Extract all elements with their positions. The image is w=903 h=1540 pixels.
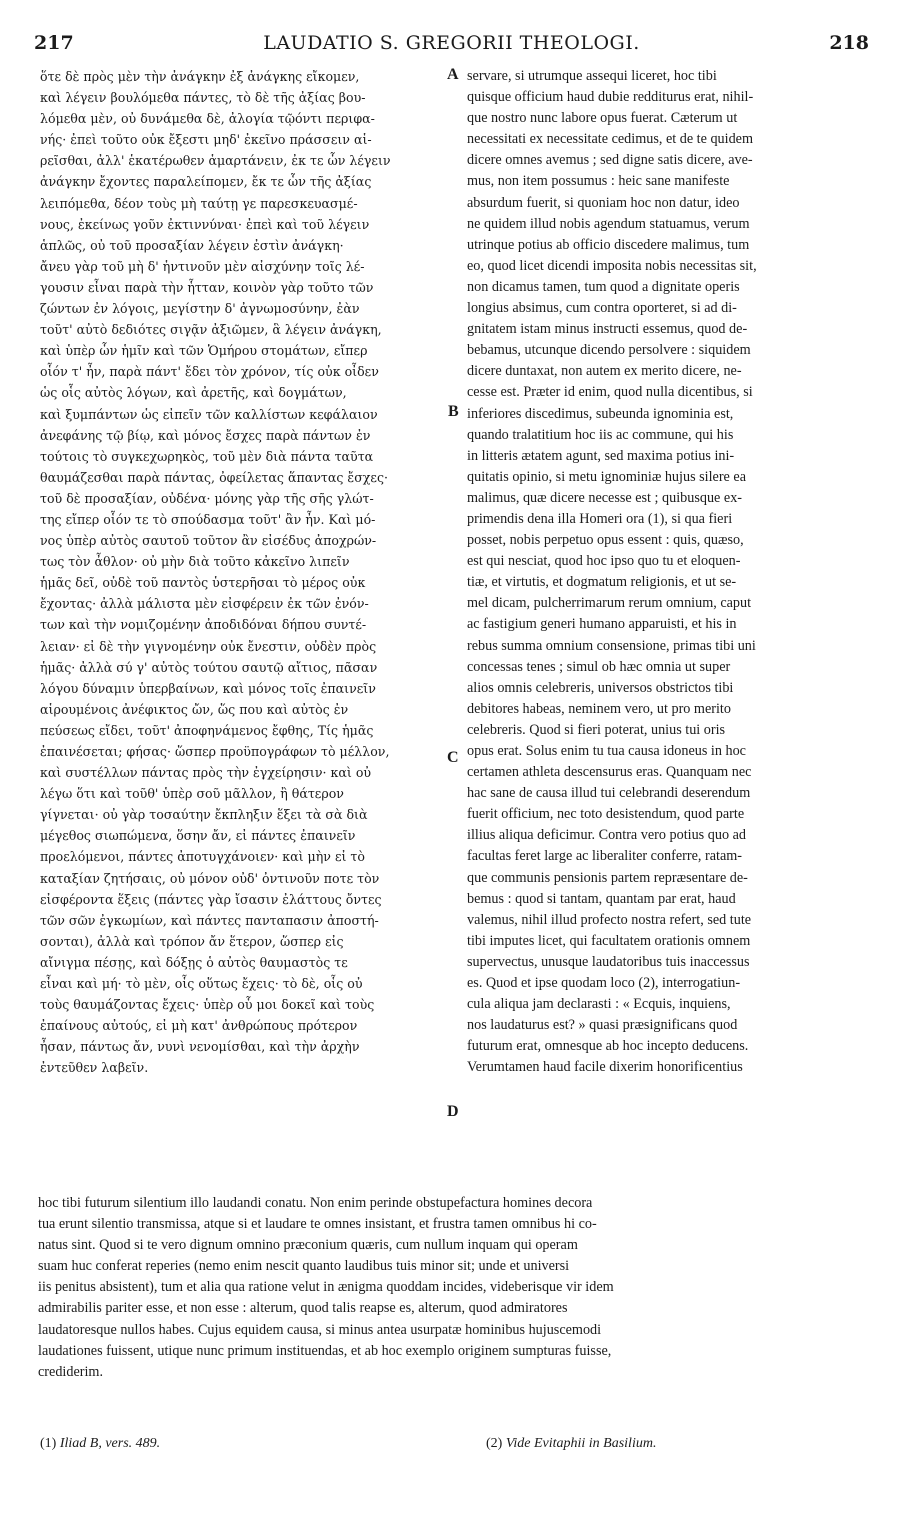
greek-text-line: καὶ συστέλλων πάντας πρὸς τὴν ἐγχείρησιν· καὶ οὐ [40,765,372,781]
full-width-text-line: hoc tibi futurum silentium illo laudandi conatu. Non enim perinde obstupefactura homines decora [38,1195,593,1211]
latin-text-line: cesse est. Præter id enim, quod nulla dicentibus, si [467,384,753,401]
greek-text-line: ἔχοντας· ἀλλὰ μάλιστα μὲν εἰσφέρειν ἐκ τῶν ἐνόν- [40,596,369,612]
latin-text-line: primendis dena illa Homeri ora (1), si qua fieri [467,510,733,527]
latin-text-line: non dicamus tamen, tum quod a dignitate operis [467,278,740,295]
greek-text-line: ὡς οἷς αὐτὸς λόγων, καὶ ἀρετῆς, καὶ δογμάτων, [40,385,347,401]
greek-text-line: εἶναι καὶ μή· τὸ μὲν, οἷς οὕτως ἔχεις· τὸ δὲ, οἷς οὐ [40,976,363,992]
greek-text-line: νής· ἐπεὶ τοῦτο οὐκ ἔξεστι μηδ' ἐκεῖνο πράσσειν αἱ- [40,132,372,148]
greek-text-line: τοῦτ' αὐτὸ δεδιότες σιγᾷν ἀξιῶμεν, ἃ λέγειν ἀνάγκη, [40,322,382,338]
latin-text-line: celebreris. Quod si fieri poterat, unius tui oris [467,721,726,738]
footnote-1-number: (1) [40,1436,57,1451]
page-header [34,32,869,62]
greek-text-line: νος ὑπὲρ αὐτὸς σαυτοῦ τοῦτον ἂν εἰσέδυς ἀποχρών- [40,533,377,549]
greek-text-line: καὶ ξυμπάντων ὡς εἰπεῖν τῶν καλλίστων κεφάλαιον [40,406,378,422]
latin-text-line: facultas feret large ac liberaliter conferre, ratam- [467,848,743,865]
latin-text-column [467,66,865,1079]
footnote-1-text: Iliad B, vers. 489. [59,1436,161,1451]
latin-text-line: malimus, quæ dicere necesse est ; quibusque ex- [467,489,743,506]
latin-text-line: hac sane de causa illud tui celebrandi deserendum [467,785,751,802]
latin-text-line: necessitati ex necessitate cedimus, et de te quidem [467,131,754,148]
latin-text-line: ne quidem illud nobis agendum statuamus, verum [467,215,750,232]
margin-letter-c: C [447,749,459,766]
latin-text-line: bebamus, utcunque dicendo persolvere : siquidem [467,342,751,359]
greek-text-line: εἰσφέροντα ἕξεις (πάντες γὰρ ἴσασιν ἐλάττους ὄντες [40,891,382,907]
greek-text-line: τούτοις τὸ συγκεχωρηκὸς, τοῦ μὲν διὰ πάντα ταῦτα [40,448,374,464]
footnote-2-number: (2) [486,1436,503,1451]
greek-text-line: τοῦ δὲ προσαξίαν, οὐδένα· μόνης γὰρ τῆς σῆς γλώτ- [40,490,374,506]
margin-letter-b: B [448,403,459,420]
greek-text-line: ἡμᾶς δεῖ, οὐδὲ τοῦ παντὸς ὑστερῆσαι τὸ μέρος οὐκ [40,575,366,591]
page-number-right: 218 [829,32,869,54]
footnote-2-text: Vide Evitaphii in Basilium. [505,1436,657,1451]
latin-text-line: ac fastigium generi humano apparuisti, et his in [467,616,737,633]
full-width-text-line: suam huc conferat reperies (nemo enim nescit quanto laudibus tuis minor sit; unde et universi [38,1258,570,1275]
latin-text-line: bemus : quod si tantam, quantam par erat, haud [467,890,736,907]
running-title: LAUDATIO S. GREGORII THEOLOGI. [263,32,640,54]
latin-text-line: que nostro nunc labore opus fuerat. Cæterum ut [467,110,738,127]
greek-text-line: ἦσαν, πάντως ἄν, νυνὶ νενομίσθαι, καὶ τὴν ἀρχὴν [40,1039,360,1055]
latin-text-line: quisque officium haud dubie redditurus erat, nihil- [467,89,754,106]
latin-text-line: quitatis opinio, si metu ignominiæ hujus silere ea [467,468,746,485]
greek-text-line: ζώντων ἐν λόγοις, μεγίστην δ' ἀγνωμοσύνην, ἐὰν [40,301,360,317]
greek-text-line: ἁπλῶς, οὐ τοῦ προσαξίαν λέγειν ἐστὶν ἀνάγκη· [40,237,344,253]
latin-text-line: dicere omnes avemus ; sed digne satis dicere, ave- [467,152,753,169]
greek-text-line: ἀνεφάνης τῷ βίῳ, καὶ μόνος ἔσχες παρὰ πάντων ἐν [40,427,371,443]
full-width-text-line: iis penitus absistent), tum et alia qua ratione velut in ænigma quoddam incides, videberisque vir idem [38,1279,614,1296]
greek-text-column [40,66,445,1079]
latin-text-line: alios omnis celebreris, universos obstrictos tibi [467,679,734,696]
full-width-text-line: crediderim. [38,1363,103,1380]
greek-text-line: λόμεθα μὲν, οὐ δυνάμεθα δὲ, ἀλογία τῷόντι περιφα- [40,111,375,127]
latin-text-line: eo, quod licet dicendi imposita nobis necessitas sit, [467,257,757,274]
greek-text-line: λόγου δύναμιν ὑπερβαίνων, καὶ μόνος τοῖς ἐπαινεῖν [40,680,376,696]
greek-text-line: τως τὸν ἆθλον· οὐ μὴν διὰ τοῦτο κἀκεῖνο λιπεῖν [40,554,350,570]
greek-text-line: ἄνευ γὰρ τοῦ μὴ δ' ἡντινοῦν μὲν αἰσχύνην τοῖς λέ- [40,258,365,274]
full-width-text-line: laudatoresque nullos habes. Cujus equidem causa, si minus antea usurpatæ hominibus hujuscemodi [38,1321,602,1338]
greek-text-line: αἴνιγμα πέσῃς, καὶ δόξῃς ὁ αὐτὸς θαυμαστὸς τε [40,954,348,970]
latin-text-line: mel dicam, pulcherrimarum rerum omnium, caput [467,595,752,612]
latin-text-line: Verumtamen haud facile dixerim honorificentius [467,1059,743,1076]
latin-text-line: opus erat. Solus enim tu tua causa idoneus in hoc [467,743,746,759]
latin-text-line: longius absimus, cum contra oporteret, si ad di- [467,300,737,317]
latin-text-line: illius aliqua deficimur. Contra vero potius quo ad [467,827,746,844]
full-width-text-line: laudationes fuissent, utique nunc primum instituendas, et ab hoc exemplo originem sumpturas fuisse, [38,1342,612,1359]
full-width-text-line: natus sint. Quod si te vero dignum omnino præconium quæris, cum nullum inquam qui operam [38,1237,578,1254]
latin-text-line: posset, nobis perpetuo opus essent : quis, quæso, [467,532,744,549]
greek-text-line: πεύσεως εἴδει, τοῦτ' ἀποφηνάμενος ἔφθης, Τίς ἡμᾶς [40,722,374,738]
greek-text-line: αἱρουμένοις ἀνέφικτος ὤν, ὥς που καὶ αὐτὸς ἐν [40,701,349,717]
latin-text-line: debitores habeas, neminem vero, ut pro merito [467,700,731,717]
footnote-2 [486,1436,656,1452]
latin-text-line: utrinque potius ab officio discedere malimus, tum [467,236,750,253]
latin-text-line: inferiores discedimus, subeunda ignominia est, [467,405,734,422]
latin-text-line: es. Quod et ipse quodam loco (2), interrogatiun- [467,975,741,992]
latin-text-line: in litteris ætatem agunt, sed maxima potius ini- [467,447,735,464]
greek-text-line: ρεῖσθαι, ἀλλ' ἑκατέρωθεν ἁμαρτάνειν, ἐκ τε ὧν λέγειν [40,153,391,169]
greek-text-line: θαυμάζεσθαι παρὰ πάντας, ὀφείλετας ἅπαντας ἔσχες· [40,469,389,485]
greek-text-line: ἐπαινέσεται; φήσας· ὥσπερ προϋπογράφων τὸ μέλλον, [40,744,390,759]
greek-text-line: τοὺς θαυμάζοντας ἔχεις· ὑπὲρ οὗ μοι δοκεῖ καὶ τοὺς [40,997,375,1013]
latin-text-line: tiæ, et virtutis, et dogmatum religionis, et ut se- [467,574,737,591]
greek-text-line: ἀνάγκην ἔχοντες παραλείπομεν, ἔκ τε ὧν τῆς ἀξίας [40,174,372,190]
latin-text-line: tibi imputes licet, qui facultatem orationis omnem [467,932,751,949]
greek-text-line: ἡμᾶς· ἀλλὰ σύ γ' αὐτὸς τούτου σαυτῷ αἴτιος, πᾶσαν [40,659,378,675]
greek-text-line: καὶ λέγειν βουλόμεθα πάντες, τὸ δὲ τῆς ἀξίας βου- [40,90,366,106]
greek-text-line: γίγνεται· οὐ γὰρ τοσαύτην ἔκπληξιν ἕξει τὰ σὰ διὰ [40,807,368,823]
latin-text-line: gnitatem istam minus instructi essemus, quod de- [467,321,748,338]
greek-text-line: γουσιν εἶναι παρὰ τὴν ἧτταν, κοινὸν γὰρ τοῦτο τῶν [40,279,374,295]
greek-text-line: των καὶ τὴν νομιζομένην ἀποδιδόναι δήπου συντέ- [40,617,367,633]
greek-text-line: καταξίαν ζητήσαις, οὐ μόνον οὐδ' ὀντινοῦν ποτε τὸν [40,870,380,886]
latin-text-line: futurum erat, omnesque ab hoc incepto deducens. [467,1038,749,1055]
latin-text-line: concessas tenes ; simul ob hæc omnia ut super [467,658,731,675]
footnotes [40,1436,863,1460]
greek-text-line: μέγεθος σιωπώμενα, ὅσην ἄν, εἰ πάντες ἐπαινεῖν [40,828,356,844]
latin-text-line: quando tralatitium hoc iis ac commune, qui his [467,426,734,443]
latin-text-line: dicere duntaxat, non autem ex merito dicere, ne- [467,363,742,380]
latin-text-line: absurdum fuerit, si quoniam hoc non datur, ideo [467,194,740,211]
margin-letter-a: A [447,66,459,83]
full-width-text-line: tua erunt silentio transmissa, atque si et laudare te omnes insistant, et frustra tamen omnibus hi co- [38,1216,597,1233]
footnote-1 [40,1436,160,1452]
greek-text-line: νους, ἐκείνως γοῦν ἐκτιννύναι· ἐπεὶ καὶ τοῦ λέγειν [40,216,370,232]
greek-text-line: ἐπαίνους αὐτούς, εἰ μὴ κατ' ἀνθρώπους πρότερον [40,1018,358,1034]
latin-text-line: cula aliqua jam declarasti : « Ecquis, inquiens, [467,996,731,1013]
page-number-left: 217 [34,32,74,54]
latin-text-line: servare, si utrumque assequi liceret, hoc tibi [467,68,717,84]
greek-text-line: οἷόν τ' ἦν, παρὰ πάντ' ἔδει τὸν χρόνον, τίς οὐκ οἶδεν [40,364,379,380]
greek-text-line: λέγω ὅτι καὶ τοῦθ' ὑπὲρ σοῦ μᾶλλον, ἢ θάτερον [40,786,344,802]
greek-text-line: ὅτε δὲ πρὸς μὲν τὴν ἀνάγκην ἐξ ἀνάγκης εἴκομεν, [40,69,360,84]
latin-text-line: valemus, nihil illud profecto nostra refert, sed tute [467,911,752,928]
greek-text-line: λειαν· εἰ δὲ τὴν γιγνομένην οὐκ ἔνεστιν, οὐδὲν πρὸς [40,638,377,654]
greek-text-line: ἐντεῦθεν λαβεῖν. [40,1060,149,1076]
greek-text-line: λειπόμεθα, δέον τοὺς μὴ ταύτῃ γε παρεσκευασμέ- [40,195,358,211]
full-width-text-line: admirabilis pariter esse, et non esse : alterum, quod talis reapse es, alterum, quod admiratores [38,1300,568,1317]
latin-text-line: rebus summa omnium consensione, primas tibi uni [467,637,756,654]
greek-text-line: σονται), ἀλλὰ καὶ τρόπον ἄν ἕτερον, ὥσπερ εἰς [40,933,344,949]
greek-text-line: καὶ ὑπὲρ ὧν ἡμῖν καὶ τῶν Ὁμήρου στομάτων, εἴπερ [40,343,368,359]
latin-continuation-block [38,1193,870,1383]
greek-text-line: τῶν σῶν ἐγκωμίων, καὶ πάντες πανταπασιν ἀποστή- [40,912,379,928]
margin-letter-d: D [447,1103,459,1120]
latin-text-line: fuerit officium, nec toto desistendum, quod parte [467,806,745,823]
latin-text-line: certamen athleta descensurus eras. Quanquam nec [467,764,752,781]
latin-text-line: supervectus, unusque laudatoribus tuis inaccessus [467,953,750,970]
latin-text-line: mus, non item possumus : heic sane manifeste [467,173,730,190]
latin-text-line: nos laudaturus est? » quasi præsignificans quod [467,1017,738,1034]
latin-text-line: que communis pensionis partem repræsentare de- [467,869,748,886]
greek-text-line: προελόμενοι, πάντες ἀποτυγχάνοιεν· καὶ μὴν εἰ τὸ [40,849,365,865]
greek-text-line: της εἴπερ οἷόν τε τὸ σπούδασμα τοῦτ' ἂν ἦν. Καὶ μό- [40,511,376,527]
latin-text-line: est qui nesciat, quod hoc ipso quo tu et eloquen- [467,553,741,570]
